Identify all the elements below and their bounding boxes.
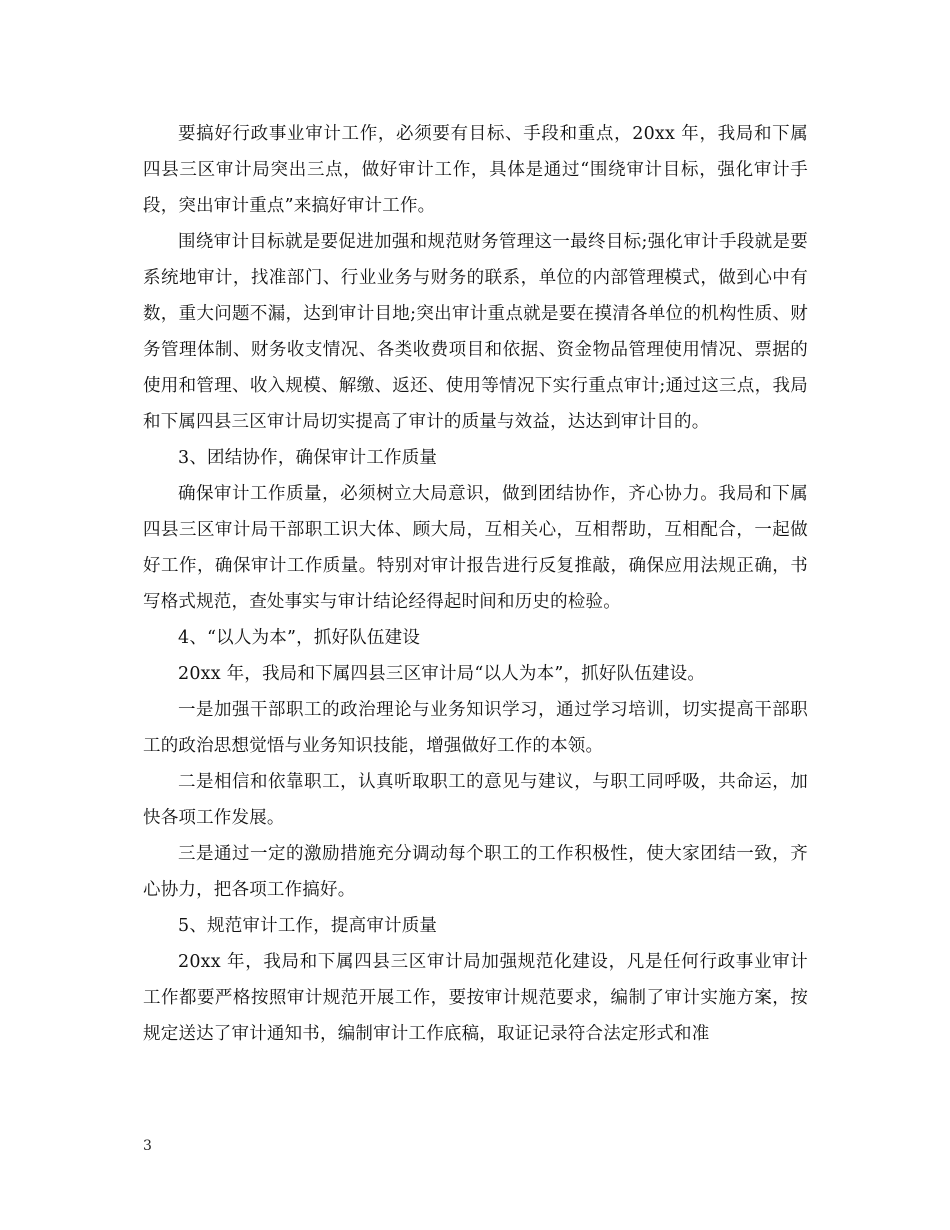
paragraph-4: 20xx 年，我局和下属四县三区审计局“以人为本”，抓好队伍建设。 bbox=[178, 664, 706, 684]
section-heading-3: 3、团结协作，确保审计工作质量 bbox=[178, 448, 438, 468]
page-number: 3 bbox=[143, 1138, 152, 1154]
paragraph-1: 要搞好行政事业审计工作，必须要有目标、手段和重点，20xx 年，我局和下属四县三区审计局突出三点，做好审计工作，具体是通过“围绕审计目标，强化审计手段，突出审计重点”来搞好审计工作。 bbox=[143, 124, 808, 216]
paragraph-3: 确保审计工作质量，必须树立大局意识，做到团结协作，齐心协力。我局和下属四县三区审计局干部职工识大体、顾大局，互相关心，互相帮助，互相配合，一起做好工作，确保审计工作质量。特别对审计报告进行反复推敲，确保应用法规正确，书写格式规范，查处事实与审计结论经得起时间和历史的检验。 bbox=[143, 484, 808, 612]
paragraph-2: 围绕审计目标就是要促进加强和规范财务管理这一最终目标;强化审计手段就是要系统地审计，找准部门、行业业务与财务的联系，单位的内部管理模式，做到心中有数，重大问题不漏，达到审计目地;突出审计重点就是要在摸清各单位的机构性质、财务管理体制、财务收支情况、各类收费项目和依据、资金物品管理使用情况、票据的使用和管理、收入规模、解缴、返还、使用等情况下实行重点审计;通过这三点，我局和下属四县三区审计局切实提高了审计的质量与效益，达达到审计目的。 bbox=[143, 232, 808, 432]
paragraph-6: 二是相信和依靠职工，认真听取职工的意见与建议，与职工同呼吸，共命运，加快各项工作发展。 bbox=[143, 772, 808, 828]
section-heading-4: 4、“以人为本”，抓好队伍建设 bbox=[178, 628, 421, 648]
paragraph-7: 三是通过一定的激励措施充分调动每个职工的工作积极性，使大家团结一致，齐心协力，把各项工作搞好。 bbox=[143, 844, 808, 900]
paragraph-5: 一是加强干部职工的政治理论与业务知识学习，通过学习培训，切实提高干部职工的政治思想觉悟与业务知识技能，增强做好工作的本领。 bbox=[143, 700, 808, 756]
section-heading-5: 5、规范审计工作，提高审计质量 bbox=[178, 916, 438, 936]
paragraph-8: 20xx 年，我局和下属四县三区审计局加强规范化建设，凡是任何行政事业审计工作都要严格按照审计规范开展工作，要按审计规范要求，编制了审计实施方案，按规定送达了审计通知书，编制审计工作底稿，取证记录符合法定形式和准 bbox=[143, 952, 808, 1044]
document-body bbox=[143, 116, 808, 1052]
